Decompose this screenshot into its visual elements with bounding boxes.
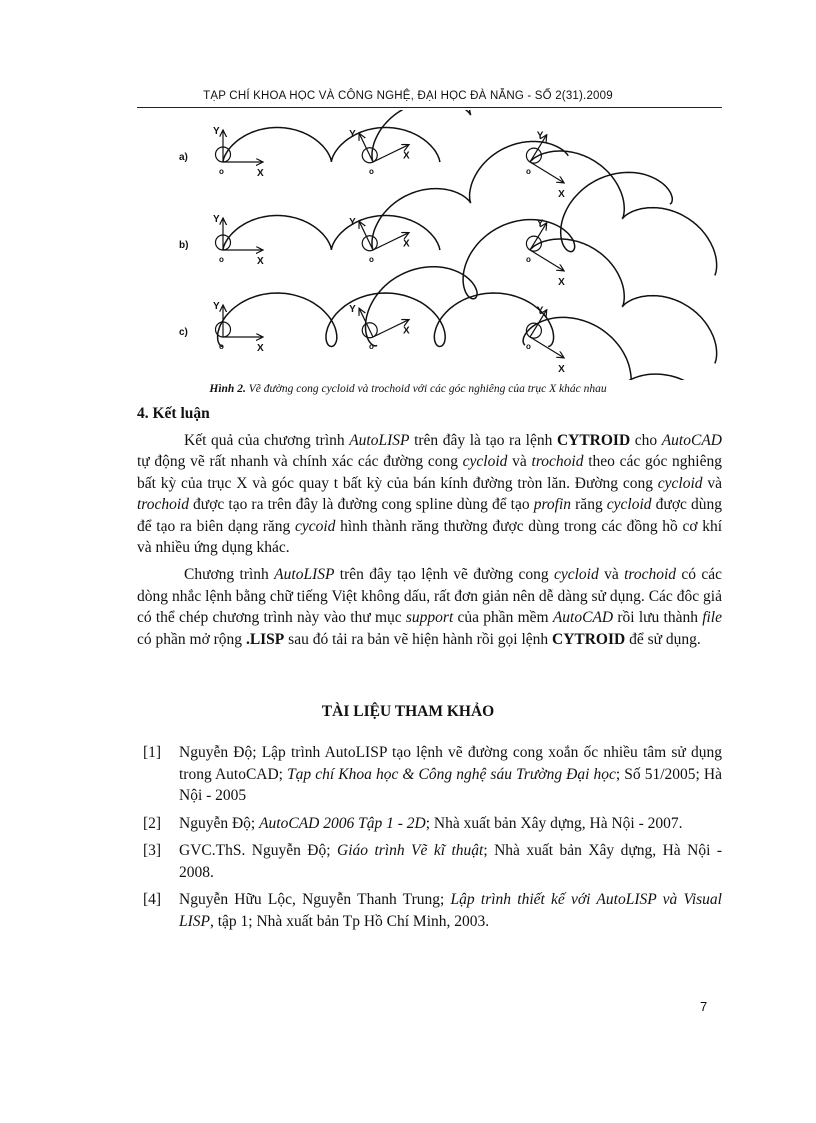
trochoid-curve bbox=[523, 317, 722, 380]
x-axis bbox=[530, 250, 564, 271]
page-number: 7 bbox=[700, 999, 708, 1014]
y-axis-label: Y bbox=[536, 130, 544, 142]
reference-text: Nguyễn Độ; Lập trình AutoLISP tạo lệnh vẽ đường cong xoắn ốc nhiều tâm sử dụng trong AutoCAD; Tạp chí Khoa học & Công nghệ sáu Trường Đại học; Số 51/2005; Hà Nội - 2005 bbox=[179, 744, 722, 804]
references-title: TÀI LIỆU THAM KHẢO bbox=[321, 703, 495, 720]
origin-label: o bbox=[369, 255, 374, 264]
reference-text: GVC.ThS. Nguyễn Độ; Giáo trình Vẽ kĩ thuật; Nhà xuất bản Xây dựng, Hà Nội - 2008. bbox=[179, 842, 723, 881]
origin-label: o bbox=[219, 342, 224, 351]
y-axis-label: Y bbox=[536, 218, 544, 230]
x-axis-label: X bbox=[558, 363, 565, 375]
caption-label: Hình 2. bbox=[209, 383, 246, 395]
x-axis-label: X bbox=[403, 238, 410, 250]
paragraph-2: Chương trình AutoLISP trên đây tạo lệnh vẽ đường cong cycloid và trochoid có các dòng nhắc lệnh bằng chữ tiếng Việt không dấu, rất đơn giản nên dễ dàng sử dụng. Các đôc giả có thể chép chương trình này vào thư mục support của phần mềm AutoCAD rồi lưu thành file có phần mở rộng .LISP sau đó tải ra bản vẽ hiện hành rồi gọi lệnh CYTROID để sử dụng. bbox=[137, 566, 722, 648]
reference-list bbox=[137, 742, 722, 938]
origin-label: o bbox=[219, 167, 224, 176]
trochoid-curve bbox=[218, 293, 554, 347]
x-axis bbox=[530, 337, 564, 358]
x-axis-label: X bbox=[558, 276, 565, 288]
conclusion-text bbox=[137, 430, 722, 650]
section-heading: 4. Kết luận bbox=[137, 405, 210, 422]
reference-item bbox=[137, 840, 722, 883]
row-label: c) bbox=[179, 327, 188, 338]
y-axis-label: Y bbox=[349, 129, 356, 141]
paragraph-1: Kết quả của chương trình AutoLISP trên đây là tạo ra lệnh CYTROID cho AutoCAD tự động vẽ rất nhanh và chính xác các đường cong cycloid và trochoid theo các góc nghiêng bất kỳ của trục X và góc quay t bất kỳ của bán kính đường tròn lăn. Đường cong cycloid và trochoid được tạo ra trên đây là đường cong spline dùng để tạo profin răng cycloid được dùng để tạo ra biên dạng răng cycoid hình thành răng thường được dùng trong các đồng hồ cơ khí và nhiều ứng dụng khác. bbox=[137, 432, 723, 557]
x-axis-label: X bbox=[257, 256, 264, 267]
x-axis-label: X bbox=[257, 168, 264, 179]
figure-caption bbox=[0, 383, 816, 395]
y-axis-label: Y bbox=[213, 126, 220, 137]
journal-header: TẠP CHÍ KHOA HỌC VÀ CÔNG NGHỆ, ĐẠI HỌC ĐÀ NẴNG - SỐ 2(31).2009 bbox=[203, 90, 613, 102]
header-rule bbox=[137, 107, 722, 108]
trochoid-curve bbox=[366, 172, 673, 346]
x-axis-label: X bbox=[403, 325, 410, 337]
origin-label: o bbox=[526, 342, 531, 351]
reference-number: [1] bbox=[143, 744, 162, 761]
reference-item bbox=[137, 813, 722, 835]
row-label: b) bbox=[179, 240, 189, 251]
y-axis-label: Y bbox=[349, 217, 356, 229]
x-axis bbox=[530, 162, 564, 183]
reference-number: [2] bbox=[143, 814, 162, 832]
reference-number: [4] bbox=[143, 891, 162, 908]
reference-text: Nguyễn Hữu Lộc, Nguyễn Thanh Trung; Lập trình thiết kế với AutoLISP và Visual LISP, tập 1; Nhà xuất bản Tp Hồ Chí Minh, 2003. bbox=[179, 891, 722, 930]
reference-text: Nguyễn Độ; AutoCAD 2006 Tập 1 - 2D; Nhà xuất bản Xây dựng, Hà Nội - 2007. bbox=[179, 814, 683, 832]
reference-item bbox=[137, 889, 722, 932]
row-label: a) bbox=[179, 152, 188, 163]
cycloid-figure bbox=[137, 110, 722, 380]
cycloid-curve bbox=[530, 239, 717, 363]
origin-label: o bbox=[526, 255, 531, 264]
caption-text: Vẽ đường cong cycloid và trochoid với các góc nghiêng của trục X khác nhau bbox=[248, 383, 607, 395]
x-axis-label: X bbox=[403, 150, 410, 162]
x-axis-label: X bbox=[558, 188, 565, 200]
reference-item bbox=[137, 742, 722, 807]
origin-label: o bbox=[219, 255, 224, 264]
y-axis-label: Y bbox=[536, 305, 544, 317]
reference-number: [3] bbox=[143, 842, 162, 859]
y-axis-label: Y bbox=[213, 301, 220, 312]
cycloid-curve bbox=[372, 142, 568, 251]
cycloid-curve bbox=[530, 151, 717, 275]
x-axis-label: X bbox=[257, 343, 264, 354]
y-axis-label: Y bbox=[213, 214, 220, 225]
y-axis-label: Y bbox=[349, 304, 356, 316]
origin-label: o bbox=[369, 342, 374, 351]
origin-label: o bbox=[369, 167, 374, 176]
origin-label: o bbox=[526, 167, 531, 176]
